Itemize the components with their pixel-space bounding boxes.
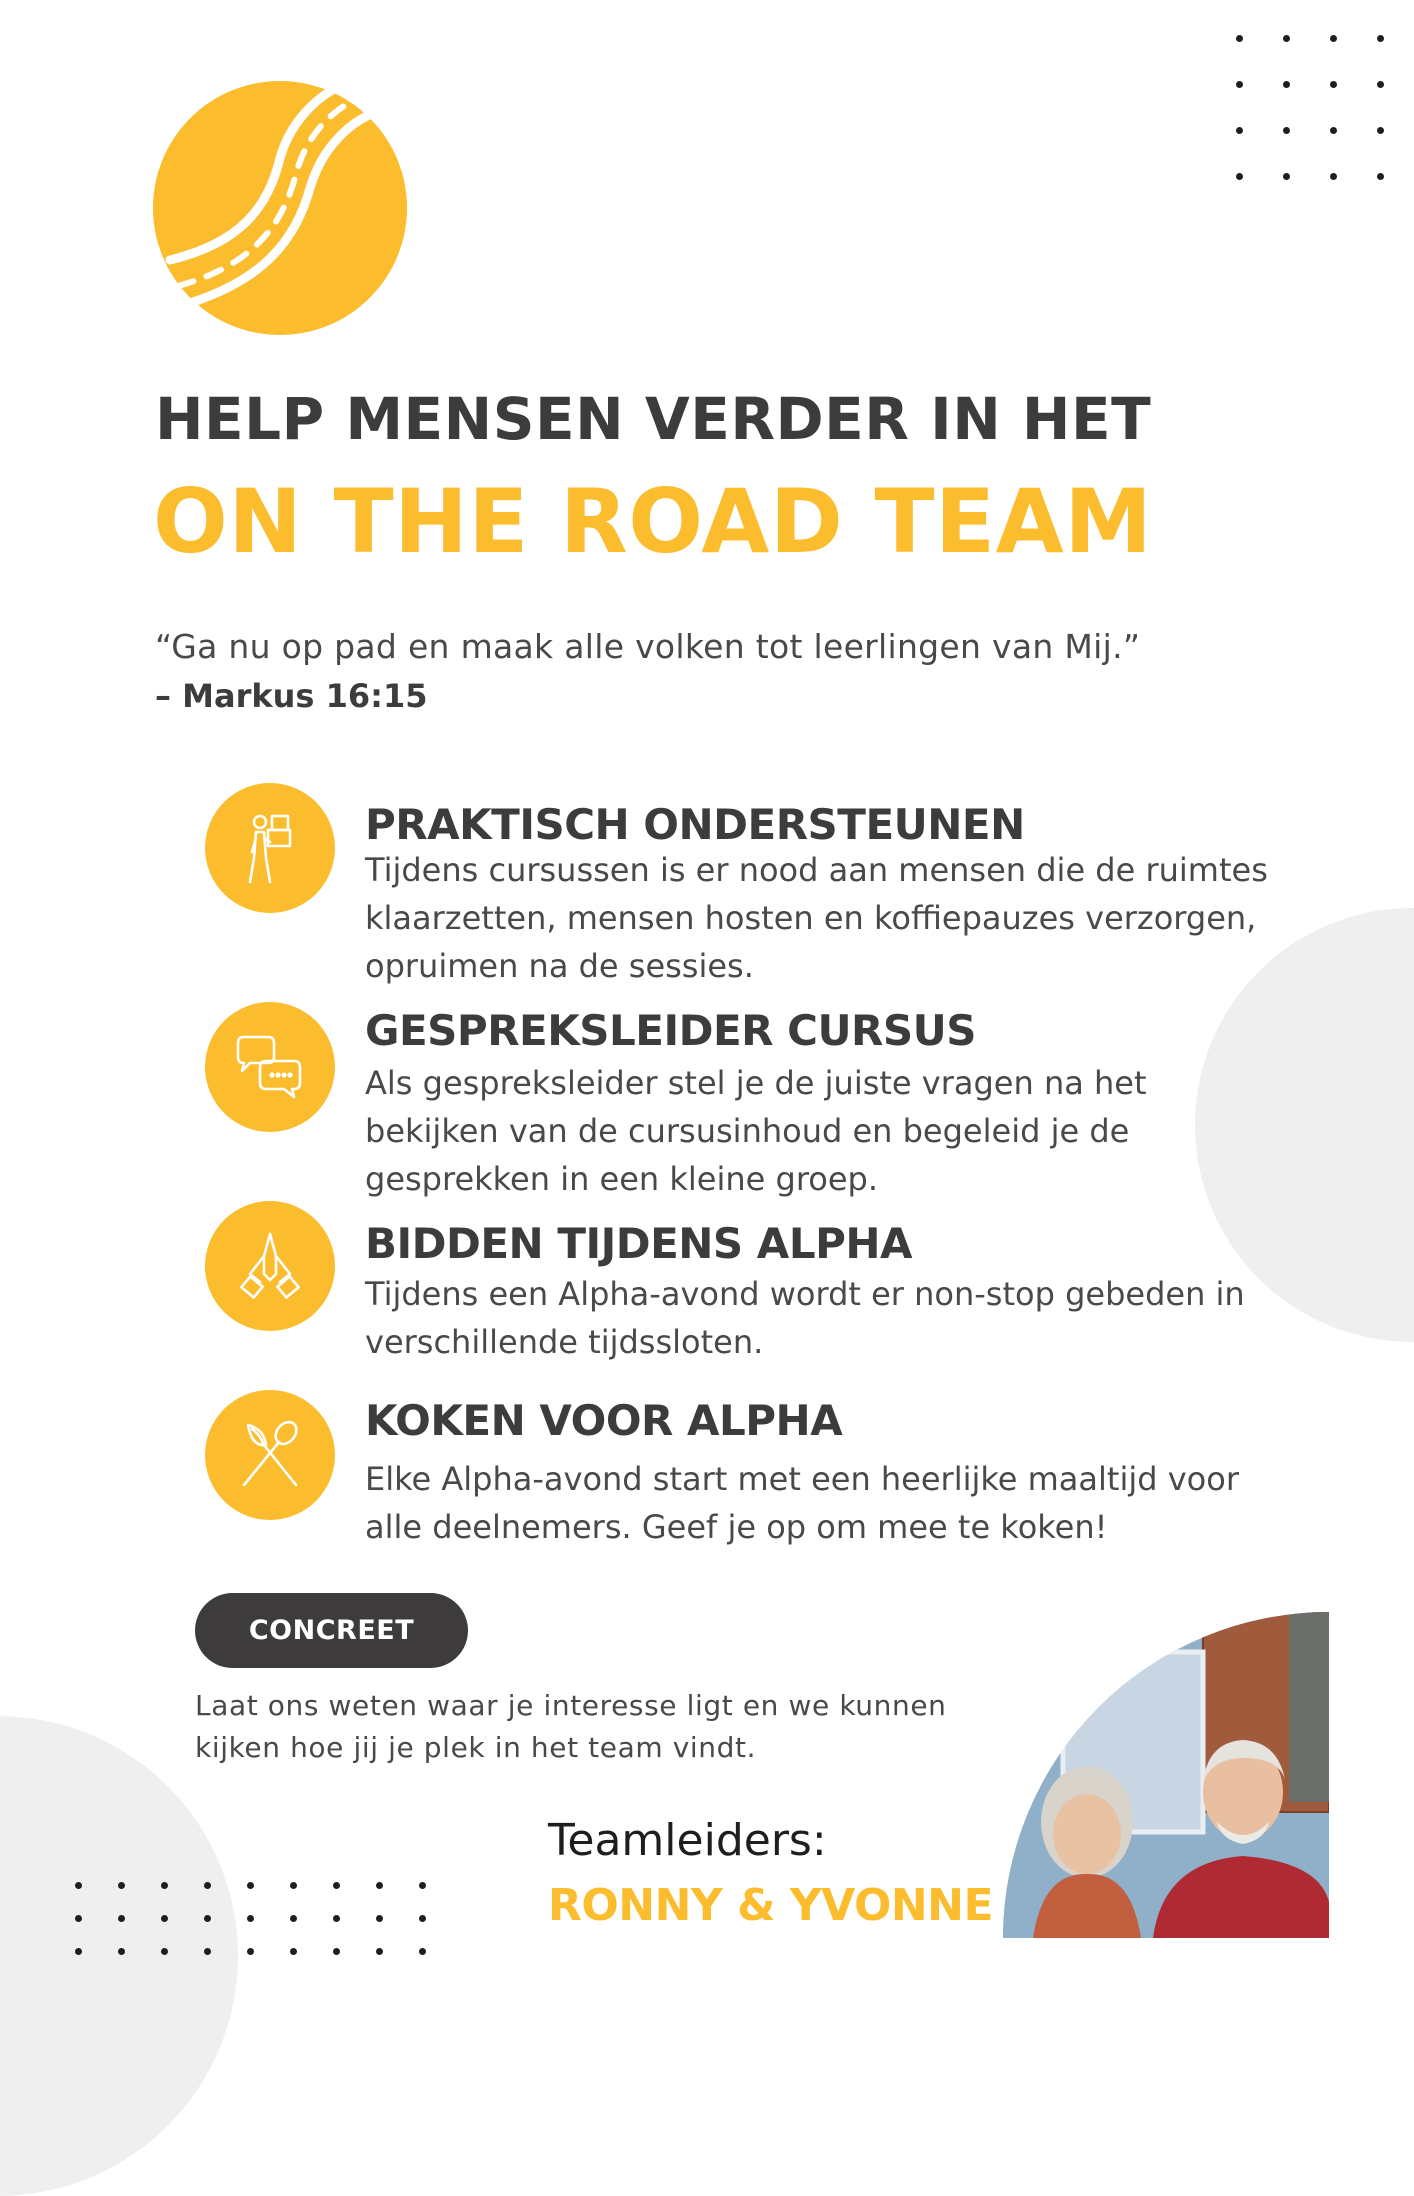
- road-logo-icon: [150, 78, 410, 338]
- whisk-spoon-icon: [205, 1390, 335, 1520]
- decorative-circle-left: [0, 1716, 238, 2196]
- chat-bubbles-icon: [205, 1002, 335, 1132]
- item-title-bidden: BIDDEN TIJDENS ALPHA: [365, 1219, 913, 1268]
- item-title-praktisch: PRAKTISCH ONDERSTEUNEN: [365, 800, 1025, 849]
- team-leaders-photo: [1003, 1612, 1329, 1938]
- item-text-koken: Elke Alpha-avond start met een heerlijke maaltijd voor alle deelnemers. Geef je op om mee te koken!: [365, 1460, 1239, 1546]
- decorative-dot-grid-bottom: [75, 1882, 426, 1955]
- item-text-praktisch: Tijdens cursussen is er nood aan mensen die de ruimtes klaarzetten, mensen hosten en koffiepauzes verzorgen, opruimen na de sessies.: [365, 851, 1268, 985]
- concreet-button[interactable]: CONCREET: [195, 1593, 468, 1668]
- person-carrying-boxes-icon: [205, 783, 335, 913]
- praying-hands-icon: [205, 1201, 335, 1331]
- page-title: ON THE ROAD TEAM: [153, 470, 1153, 573]
- bible-quote: “Ga nu op pad en maak alle volken tot leerlingen van Mij.”: [155, 627, 1141, 666]
- item-title-gespreksleider: GESPREKSLEIDER CURSUS: [365, 1006, 976, 1055]
- bible-quote-reference: – Markus 16:15: [155, 677, 428, 715]
- team-leaders-label: Teamleiders:: [548, 1815, 827, 1866]
- headline: HELP MENSEN VERDER IN HET: [155, 385, 1152, 453]
- item-title-koken: KOKEN VOOR ALPHA: [365, 1396, 843, 1445]
- decorative-dot-grid-top: [1236, 35, 1384, 180]
- item-text-gespreksleider: Als gespreksleider stel je de juiste vragen na het bekijken van de cursusinhoud en begeleid je de gesprekken in een kleine groep.: [365, 1064, 1147, 1198]
- team-leaders-names: RONNY & YVONNE: [548, 1880, 994, 1931]
- item-text-bidden: Tijdens een Alpha-avond wordt er non-stop gebeden in verschillende tijdssloten.: [365, 1275, 1245, 1361]
- cta-description: Laat ons weten waar je interesse ligt en we kunnen kijken hoe jij je plek in het team vindt.: [195, 1689, 947, 1764]
